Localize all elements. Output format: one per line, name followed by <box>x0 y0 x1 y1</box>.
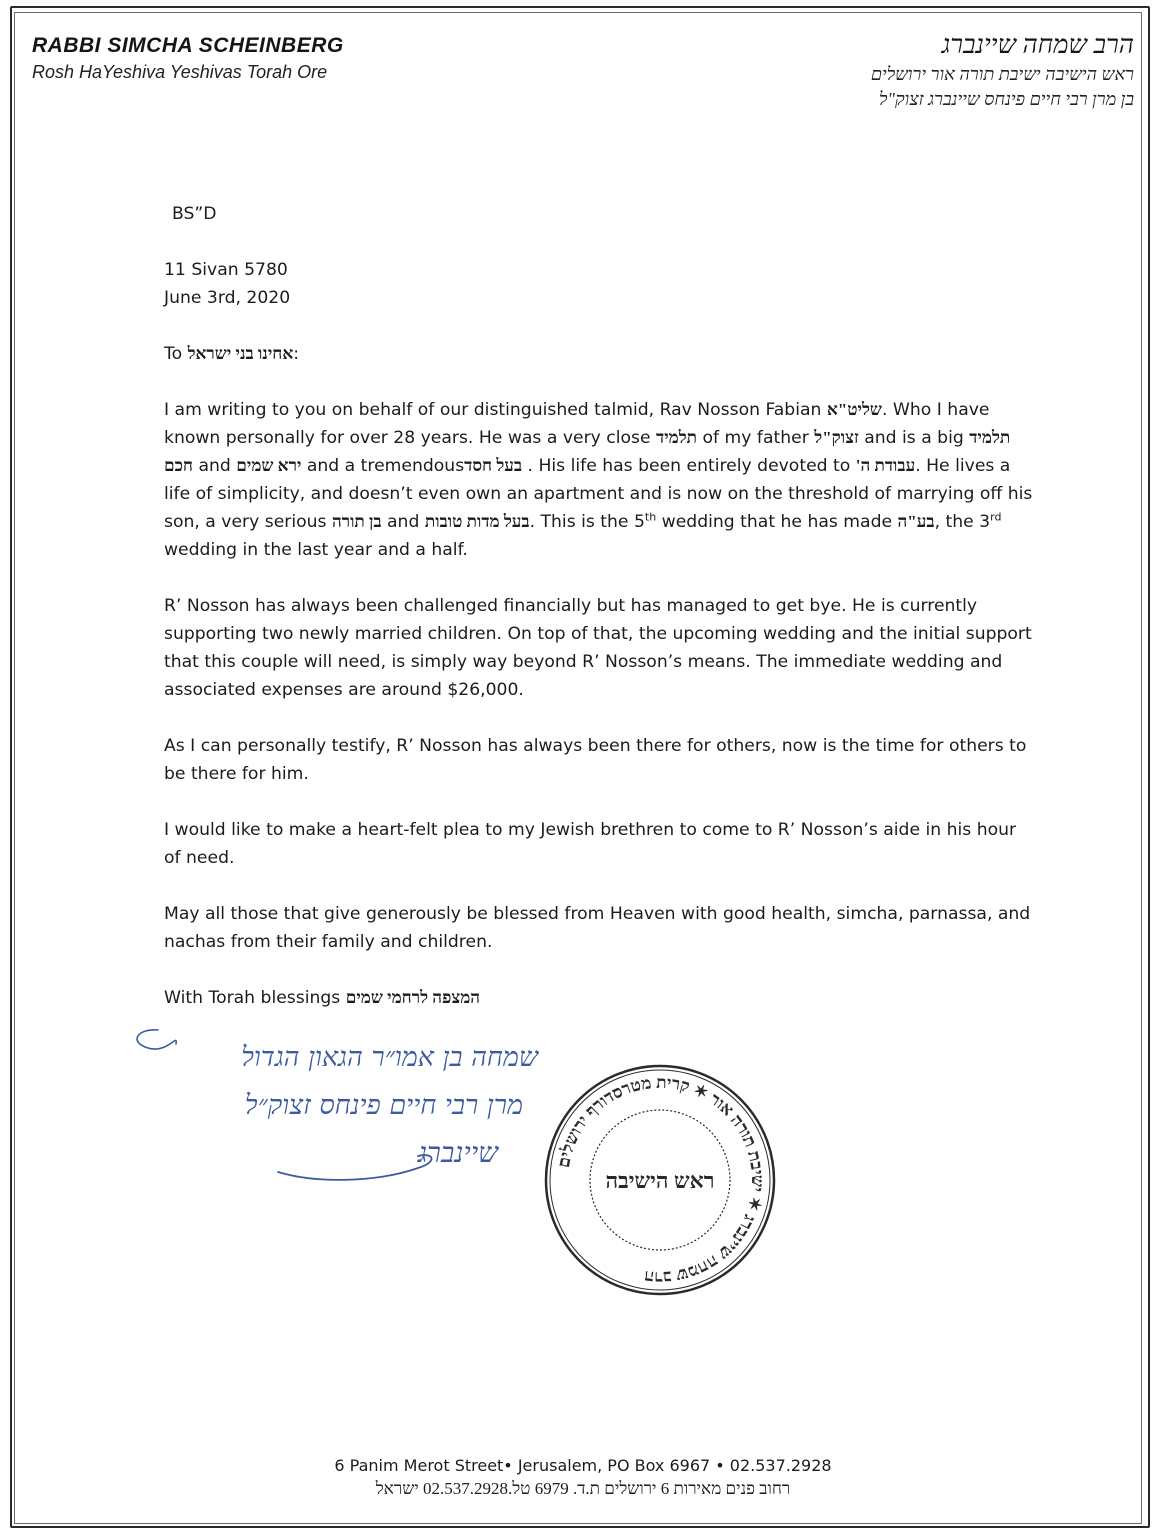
p1-text: . This is the 5 <box>529 512 645 532</box>
letterhead-hebrew-line1: ראש הישיבה ישיבת תורה אור ירושלים <box>870 64 1134 84</box>
paragraph-4: I would like to make a heart-felt plea to my Jewish brethren to come to R’ Nosson’s aide in his hour of need. <box>164 820 1017 868</box>
p1-hebrew: תלמיד <box>656 428 698 447</box>
closing <box>164 984 1034 1012</box>
p1-text: and a tremendous <box>301 456 465 476</box>
signature-drawing <box>118 1022 558 1192</box>
seal-drawing <box>540 1060 780 1300</box>
p1-hebrew: בעל חסד <box>464 456 523 475</box>
salutation-prefix: To <box>164 344 188 364</box>
footer <box>0 1456 1166 1499</box>
signature-flourish <box>278 1155 432 1180</box>
p1-hebrew: שליט"א <box>826 400 882 419</box>
letterhead-english-title: Rosh HaYeshiva Yeshivas Torah Ore <box>32 62 328 82</box>
p1-text: and is a big <box>858 428 970 448</box>
letter-body <box>164 200 1034 1012</box>
letterhead-hebrew-name: הרב שמחה שיינברג <box>941 30 1134 59</box>
paragraph-2: R’ Nosson has always been challenged financially but has managed to get bye. He is currently supporting two newly married children. On top of that, the upcoming wedding and the initial support that this couple will need, is simply way beyond R’ Nosson’s means. The immediate wedding and associated expenses are around $26,000. <box>164 596 1032 700</box>
salutation-suffix: : <box>293 344 300 364</box>
paragraph-1 <box>164 396 1034 564</box>
letterhead-english <box>32 34 344 83</box>
p1-text: wedding in the last year and a half. <box>164 540 468 560</box>
paragraph-3: As I can personally testify, R’ Nosson has always been there for others, now is the time for others to be there for him. <box>164 736 1027 784</box>
footer-english: 6 Panim Merot Street• Jerusalem, PO Box 6967 • 02.537.2928 <box>334 1456 832 1475</box>
p1-text: wedding that he has made <box>656 512 898 532</box>
closing-text: With Torah blessings <box>164 988 341 1008</box>
signature-line-1: שמחה בן אמו״ר הגאון הגדול <box>241 1042 538 1073</box>
p1-hebrew: זצוק"ל <box>814 428 859 447</box>
p1-text: and <box>381 512 425 532</box>
letterhead-hebrew-line2: בן מרן רבי חיים פינחס שיינברג זצוק"ל <box>879 89 1134 109</box>
p1-superscript: th <box>644 510 657 524</box>
p1-hebrew: עבודת ה' <box>855 456 916 475</box>
p1-hebrew: בע"ה <box>897 512 935 531</box>
rabbinical-seal <box>540 1060 780 1300</box>
letterhead-hebrew <box>871 30 1134 110</box>
paragraph-5: May all those that give generously be blessed from Heaven with good health, simcha, parnassa, and nachas from their family and children. <box>164 904 1031 952</box>
handwritten-signature <box>118 1022 558 1192</box>
p1-text: I am writing to you on behalf of our distinguished talmid, Rav Nosson Fabian <box>164 400 827 420</box>
p1-superscript: rd <box>990 510 1002 524</box>
signature-line-2: מרן רבי חיים פינחס זצוק״ל <box>244 1090 523 1121</box>
p1-text: of my father <box>697 428 815 448</box>
letterhead-english-name: RABBI SIMCHA SCHEINBERG <box>32 34 344 57</box>
salutation <box>164 340 1034 368</box>
signature-line-3: שיינברג <box>417 1136 498 1169</box>
salutation-hebrew: אחינו בני ישראל <box>187 344 294 363</box>
date-hebrew: 11 Sivan 5780 <box>164 260 288 280</box>
seal-center-text: ראש הישיבה <box>605 1168 715 1193</box>
p1-text: , the 3 <box>934 512 991 532</box>
p1-text: and <box>192 456 237 476</box>
bsd-header: BS”D <box>172 204 217 224</box>
p1-hebrew: בן תורה <box>331 512 382 531</box>
p1-hebrew: ירא שמים <box>236 456 302 475</box>
p1-text: . He lives a life of simplicity, and doesn’t even own an apartment and is now on the threshold of marrying off his son, a very serious <box>164 456 1033 532</box>
closing-hebrew: המצפה לרחמי שמים <box>345 988 481 1007</box>
p1-text: . Who I have known personally for over 28 years. He was a very close <box>164 400 990 448</box>
p1-hebrew: תלמיד חכם <box>164 428 1011 475</box>
p1-hebrew: בעל מדות טובות <box>424 512 530 531</box>
p1-text: . His life has been entirely devoted to <box>522 456 856 476</box>
date-english: June 3rd, 2020 <box>164 288 291 308</box>
footer-hebrew: רחוב פנים מאירות 6 ירושלים ת.ד. 6979 טל.02.537.2928 ישראל <box>375 1479 791 1498</box>
seal-outer-text: הרב שמחה שיינברג ✶ ישיבת תורה אור ✶ קרית מטרסדורף ירושלים <box>553 1072 768 1288</box>
